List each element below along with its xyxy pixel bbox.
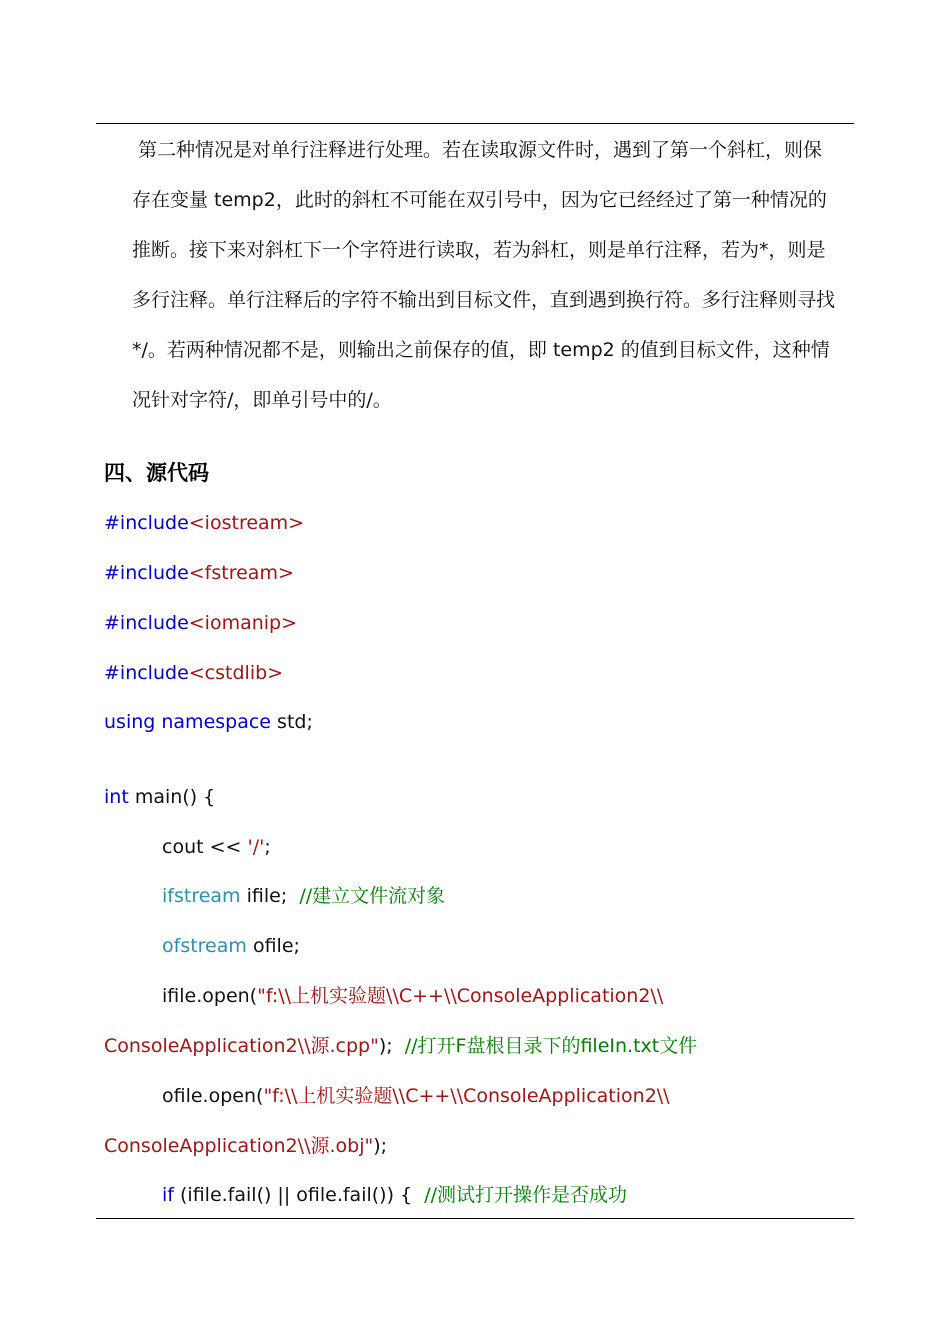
code-text: ifile.open(: [162, 985, 258, 1007]
section-heading: 四、源代码: [104, 461, 209, 485]
ofile-open-line: [162, 1084, 922, 1108]
code-text: ofile;: [246, 935, 300, 957]
header-rule: [96, 123, 854, 124]
include-directive: #include: [104, 662, 189, 684]
paragraph-line: 多行注释。单行注释后的字符不输出到目标文件，直到遇到换行符。多行注释则寻找: [132, 289, 836, 311]
include-directive: #include: [104, 562, 189, 584]
string-literal: "f:\\上机实验题\\C++\\ConsoleApplication2\\: [257, 985, 664, 1007]
include-line: [104, 661, 864, 685]
paragraph-line: */。若两种情况都不是，则输出之前保存的值，即 temp2 的值到目标文件，这种情: [132, 339, 830, 361]
include-directive: #include: [104, 512, 189, 534]
string-literal: ConsoleApplication2\\源.obj": [104, 1135, 374, 1157]
include-header: <iomanip>: [188, 612, 298, 634]
type-name: ifstream: [162, 885, 241, 907]
code-comment: //打开F盘根目录下的fileIn.txt文件: [404, 1035, 698, 1057]
paragraph-line: 存在变量 temp2，此时的斜杠不可能在双引号中，因为它已经经过了第一种情况的: [132, 189, 827, 211]
footer-rule: [96, 1218, 854, 1219]
include-directive: #include: [104, 612, 189, 634]
code-text: );: [373, 1135, 388, 1157]
include-header: <cstdlib>: [188, 662, 284, 684]
ifile-open-continuation: [104, 1034, 864, 1058]
ifstream-line: [162, 884, 922, 908]
code-text: cout <<: [162, 836, 248, 858]
keyword: int: [104, 786, 129, 808]
code-text: ofile.open(: [162, 1085, 264, 1107]
include-line: [104, 611, 864, 635]
ofstream-line: [162, 934, 922, 958]
code-comment: //测试打开操作是否成功: [424, 1184, 628, 1206]
cout-line: [162, 835, 922, 859]
if-line: [162, 1183, 922, 1207]
keyword: namespace: [161, 711, 271, 733]
paragraph-line: 推断。接下来对斜杠下一个字符进行读取，若为斜杠，则是单行注释，若为*，则是: [132, 239, 826, 261]
ofile-open-continuation: [104, 1134, 864, 1158]
code-text: ;: [264, 836, 271, 858]
type-name: ofstream: [162, 935, 247, 957]
code-text: std;: [271, 711, 313, 733]
keyword: if: [162, 1184, 174, 1206]
code-comment: //建立文件流对象: [299, 885, 446, 907]
code-text: main() {: [128, 786, 216, 808]
main-signature-line: [104, 785, 864, 809]
include-header: <iostream>: [188, 512, 305, 534]
keyword: using: [104, 711, 156, 733]
string-literal: "f:\\上机实验题\\C++\\ConsoleApplication2\\: [263, 1085, 670, 1107]
include-line: [104, 561, 864, 585]
code-text: );: [378, 1035, 405, 1057]
code-text: ifile;: [240, 885, 300, 907]
paragraph-line: 第二种情况是对单行注释进行处理。若在读取源文件时，遇到了第一个斜杠，则保: [138, 139, 823, 161]
include-line: [104, 511, 864, 535]
string-literal: '/': [247, 836, 265, 858]
using-line: [104, 710, 864, 734]
ifile-open-line: [162, 984, 922, 1008]
include-header: <fstream>: [188, 562, 294, 584]
paragraph-line: 况针对字符/，即单引号中的/。: [132, 389, 392, 411]
string-literal: ConsoleApplication2\\源.cpp": [104, 1035, 379, 1057]
code-text: (ifile.fail() || ofile.fail()) {: [173, 1184, 425, 1206]
